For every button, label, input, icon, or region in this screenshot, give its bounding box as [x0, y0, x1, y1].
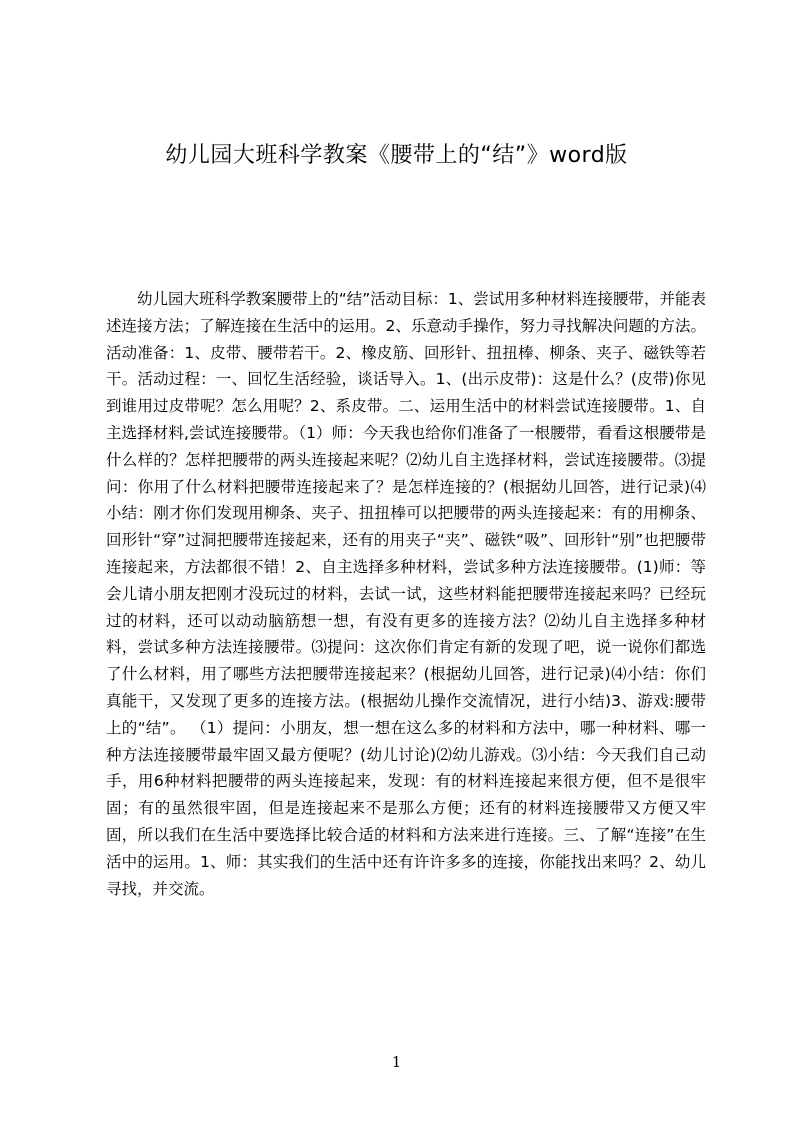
page-number: 1	[391, 1053, 402, 1071]
lesson-plan-body: 幼儿园大班科学教案腰带上的“结”活动目标：1、尝试用多种材料连接腰带，并能表述连接方法；了解连接在生活中的运用。2、乐意动手操作，努力寻找解决问题的方法。活动准备：1、皮带、腰带若干。2、橡皮筋、回形针、扭扭棒、柳条、夹子、磁铁等若干。活动过程：一、回忆生活经验，谈话导入。1、(出示皮带)：这是什么？(皮带)你见到谁用过皮带呢？怎么用呢？2、系皮带。二、运用生活中的材料尝试连接腰带。1、自主选择材料,尝试连接腰带。（1）师：今天我也给你们准备了一根腰带，看看这根腰带是什么样的？怎样把腰带的两头连接起来呢？⑵幼儿自主选择材料，尝试连接腰带。⑶提问：你用了什么材料把腰带连接起来了？是怎样连接的？(根据幼儿回答，进行记录)⑷小结：刚才你们发现用柳条、夹子、扭扭棒可以把腰带的两头连接起来：有的用柳条、回形针“穿”过洞把腰带连接起来，还有的用夹子“夹”、磁铁“吸”、回形针“别”也把腰带连接起来，方法都很不错！2、自主选择多种材料，尝试多种方法连接腰带。(1)师：等会儿请小朋友把刚才没玩过的材料，去试一试，这些材料能把腰带连接起来吗？已经玩过的材料，还可以动动脑筋想一想，有没有更多的连接方法？⑵幼儿自主选择多种材料，尝试多种方法连接腰带。⑶提问：这次你们肯定有新的发现了吧，说一说你们都选了什么材料，用了哪些方法把腰带连接起来？(根据幼儿回答，进行记录)⑷小结：你们真能干，又发现了更多的连接方法。(根据幼儿操作交流情况，进行小结)3、游戏:腰带上的“结”。 （1）提问：小朋友，想一想在这么多的材料和方法中，哪一种材料、哪一种方法连接腰带最牢固又最方便呢？(幼儿讨论)⑵幼儿游戏。⑶小结：今天我们自己动手，用6种材料把腰带的两头连接起来，发现：有的材料连接起来很方便，但不是很牢固；有的虽然很牢固，但是连接起来不是那么方便；还有的材料连接腰带又方便又牢固，所以我们在生活中要选择比较合适的材料和方法来进行连接。三、了解“连接”在生活中的运用。1、师：其实我们的生活中还有许许多多的连接，你能找出来吗？2、幼儿寻找，并交流。	[106, 290, 706, 898]
document-title: 幼儿园大班科学教案《腰带上的“结”》word版	[165, 143, 628, 168]
